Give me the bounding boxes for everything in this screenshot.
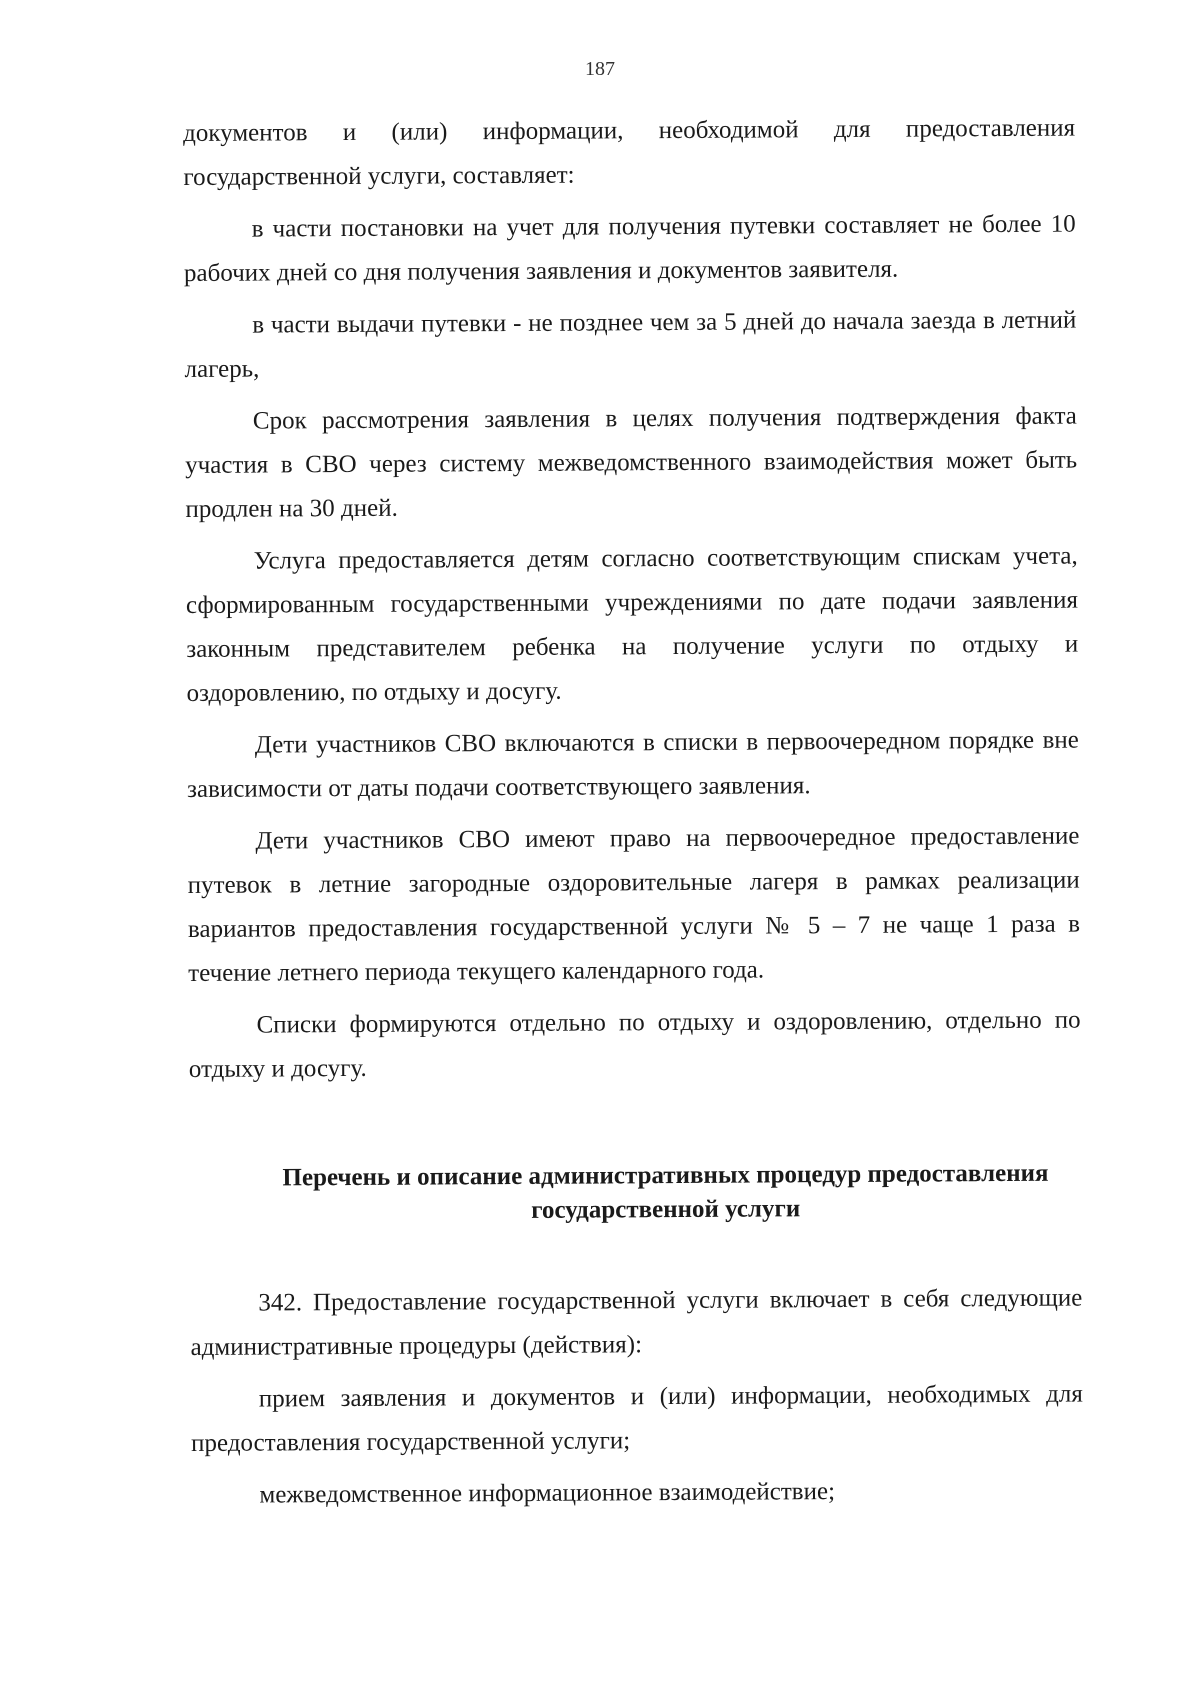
paragraph-2: в части постановки на учет для получения путевки составляет не более 10 рабочих дней со дня получения заявления и документов заявителя. (183, 210, 1076, 287)
paragraph-3: в части выдачи путевки - не позднее чем за 5 дней до начала заезда в летний лагерь, (184, 306, 1077, 383)
document-body (183, 107, 1084, 1526)
page-number: 187 (585, 58, 615, 80)
section-paragraph-3: межведомственное информационное взаимодействие; (259, 1478, 836, 1509)
section-paragraph-1: 342. Предоставление государственной услуги включает в себя следующие административные процедуры (действия): (190, 1284, 1083, 1361)
section-heading: Перечень и описание административных процедур предоставления государственной услуги (282, 1159, 1049, 1224)
paragraph-8: Списки формируются отдельно по отдыху и оздоровлению, отдельно по отдыху и досугу. (188, 1006, 1081, 1083)
paragraph-1: документов и (или) информации, необходимой для предоставления государственной услуги, составляет: (183, 114, 1076, 191)
paragraph-4: Срок рассмотрения заявления в целях получения подтверждения факта участия в СВО через систему межведомственного взаимодействия может быть продлен на 30 дней. (185, 402, 1078, 523)
paragraph-6: Дети участников СВО включаются в списки в первоочередном порядке вне зависимости от даты подачи соответствующего заявления. (187, 726, 1079, 803)
paragraph-7: Дети участников СВО имеют право на первоочередное предоставление путевок в летние загородные оздоровительные лагеря в рамках реализации вариантов предоставления государственной услуги № 5 – 7 не чаще 1 раза в течение летнего периода текущего календарного года. (187, 822, 1081, 987)
section-paragraph-2: прием заявления и документов и (или) информации, необходимых для предоставления государственной услуги; (191, 1380, 1083, 1457)
paragraph-5: Услуга предоставляется детям согласно соответствующим спискам учета, сформированным государственными учреждениями по дате подачи заявления законным представителем ребенка на получение услуги по отдыху и оздоровлению, по отдыху и досугу. (185, 542, 1079, 707)
